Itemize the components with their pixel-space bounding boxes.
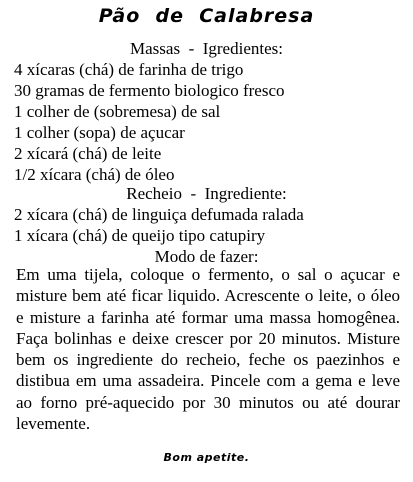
- modo-heading: Modo de fazer:: [154, 247, 259, 266]
- recheio-heading: Recheio - Ingrediente:: [126, 184, 287, 203]
- ingredient-line: 1 colher de (sobremesa) de sal: [14, 102, 221, 121]
- closing-text: Bom apetite.: [163, 451, 250, 464]
- ingredient-line: 4 xícaras (chá) de farinha de trigo: [14, 60, 244, 79]
- ingredient-line: 1/2 xícara (chá) de óleo: [14, 165, 175, 184]
- ingredient-line: 2 xícara (chá) de linguiça defumada ralada: [14, 205, 304, 224]
- ingredient-line: 1 xícara (chá) de queijo tipo catupiry: [14, 226, 266, 245]
- recipe-title: Pão de Calabresa: [98, 5, 315, 27]
- massas-heading: Massas - Igredientes:: [130, 39, 283, 58]
- ingredient-line: 30 gramas de fermento biologico fresco: [14, 81, 285, 100]
- ingredient-line: 1 colher (sopa) de açucar: [14, 123, 185, 142]
- ingredient-line: 2 xícará (chá) de leite: [14, 144, 162, 163]
- method-paragraph: Em uma tijela, coloque o fermento, o sal o açucar e misture bem até ficar liquido. Acrescente o leite, o óleo e misture a farinha até formar uma massa homogênea. Faça bolinhas e deixe crescer por 20 minutos. Misture bem os ingrediente do recheio, feche os paezinhos e distibua em uma assadeira. Pincele com a gema e leve ao forno pré-aquecido por 30 minutos ou até dourar levemente.: [16, 265, 400, 434]
